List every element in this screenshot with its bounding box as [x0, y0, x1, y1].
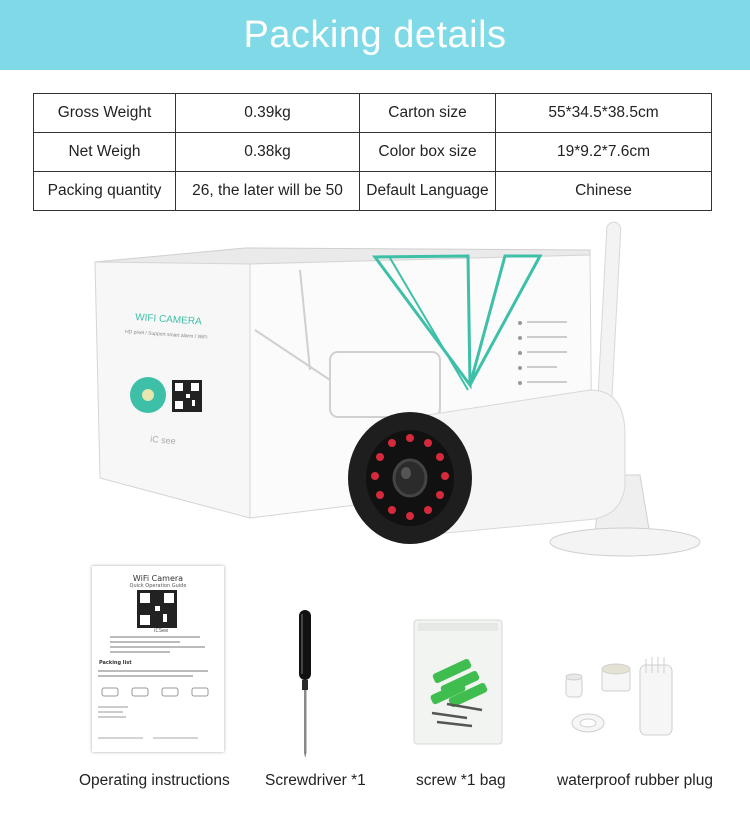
spec-label: Color box size: [360, 133, 496, 172]
box-qr-code: [172, 380, 202, 412]
screwdriver-image: [285, 610, 325, 760]
table-row: [34, 133, 712, 172]
box-sublabel: HD pixel / Support smart alarm / WiFi: [124, 329, 208, 341]
box-brand: iC see: [149, 434, 177, 447]
spec-value: Chinese: [496, 172, 712, 211]
spec-label: Default Language: [360, 172, 496, 211]
spec-value: 0.39kg: [176, 94, 360, 133]
spec-value: 19*9.2*7.6cm: [496, 133, 712, 172]
manual-diagram: [98, 670, 220, 746]
manual-subtitle: Quick Operation Guide: [129, 583, 187, 589]
caption-screw-bag: screw *1 bag: [416, 772, 506, 789]
table-row: [34, 94, 712, 133]
manual-brand: iCSee: [154, 628, 169, 634]
packing-specs-table: [33, 93, 712, 211]
product-illustration: [0, 220, 750, 565]
manual-qr-code: [137, 590, 177, 628]
camera-lens: [401, 467, 411, 479]
box-lens-graphic: [142, 389, 154, 401]
spec-label: Gross Weight: [34, 94, 176, 133]
caption-operating-instructions: Operating instructions: [79, 772, 230, 789]
manual-packing-list: Packing list: [99, 660, 132, 666]
spec-label: Packing quantity: [34, 172, 176, 211]
screw-bag-image: [412, 618, 504, 746]
header-banner: [0, 0, 750, 70]
caption-screwdriver: Screwdriver *1: [265, 772, 366, 789]
spec-label: Net Weigh: [34, 133, 176, 172]
rubber-plug-image: [560, 655, 690, 750]
camera-lens: [394, 460, 426, 496]
manual-image: [92, 566, 224, 752]
spec-label: Carton size: [360, 94, 496, 133]
page-title: Packing details: [243, 13, 507, 56]
manual-title: WiFi Camera: [132, 574, 184, 583]
box-label: WIFI CAMERA: [134, 312, 203, 328]
spec-value: 26, the later will be 50: [176, 172, 360, 211]
manual-text-lines: [100, 636, 218, 656]
camera-mount-base: [550, 528, 700, 556]
spec-value: 0.38kg: [176, 133, 360, 172]
table-row: [34, 172, 712, 211]
caption-rubber-plug: waterproof rubber plug: [557, 772, 713, 789]
spec-value: 55*34.5*38.5cm: [496, 94, 712, 133]
